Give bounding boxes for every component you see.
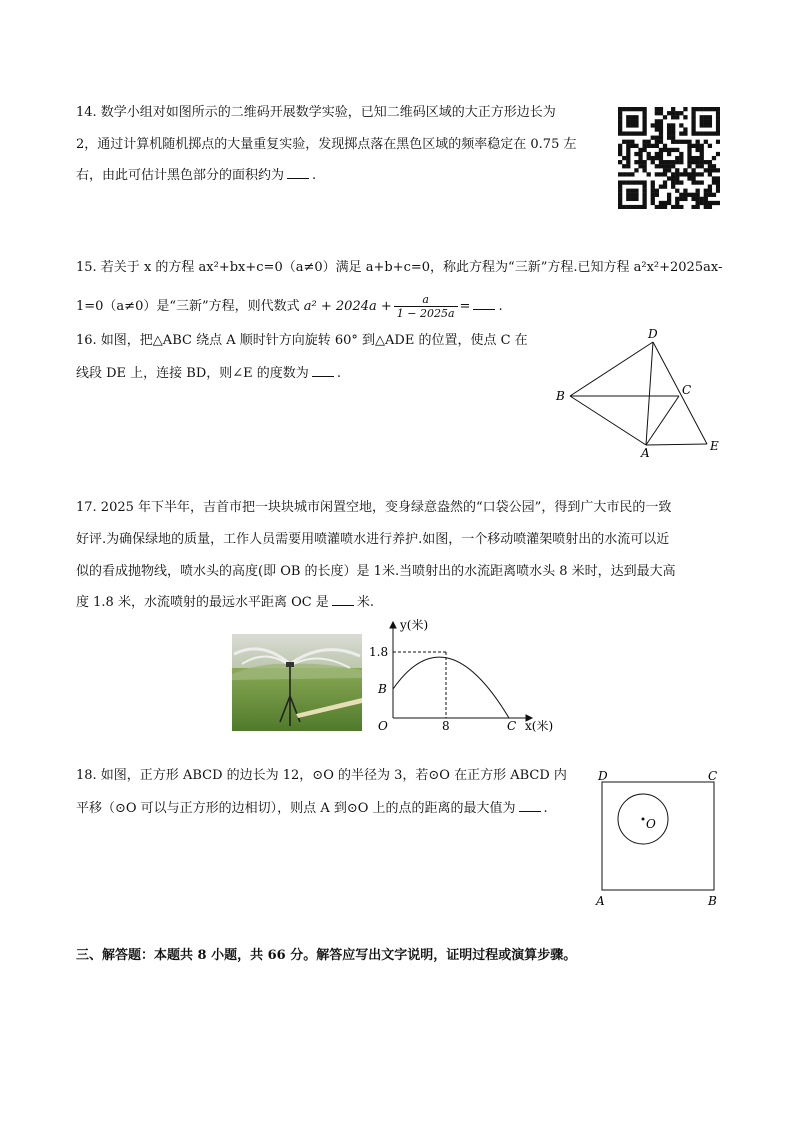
q16-line1: 16. 如图，把△ABC 绕点 A 顺时针方向旋转 60° 到△ADE 的位置，使点 C 在 xyxy=(76,333,528,348)
q15-expression: a² + 2024a + xyxy=(303,299,392,314)
seg-DA xyxy=(646,342,653,445)
point-C-label: C xyxy=(507,719,517,733)
seg-BD xyxy=(570,342,653,396)
seg-AE xyxy=(646,444,707,445)
point-B-label: B xyxy=(378,682,387,696)
answer-blank-14[interactable] xyxy=(287,166,309,179)
label-O: O xyxy=(646,817,656,831)
q17-line2: 好评.为确保绿地的质量，工作人员需要用喷灌喷水进行养护.如图，一个移动喷灌架喷射出的水流可以近 xyxy=(76,532,670,547)
x-peak-label: 8 xyxy=(442,719,450,733)
label-B: B xyxy=(708,894,717,908)
label-A: A xyxy=(641,446,650,458)
seg-BA xyxy=(570,396,646,445)
q16-line2: 线段 DE 上，连接 BD，则∠E 的度数为 . xyxy=(76,366,341,381)
sprinkler-photo xyxy=(232,634,362,731)
label-D: D xyxy=(598,769,608,783)
q14-line1: 14. 数学小组对如图所示的二维码开展数学实验，已知二维码区域的大正方形边长为 xyxy=(76,105,556,120)
q14-line3: 右，由此可估计黑色部分的面积约为 . xyxy=(76,168,317,183)
parabola-graph xyxy=(366,614,566,738)
q16-triangle-figure xyxy=(552,328,727,458)
q14-line3-text: 右，由此可估计黑色部分的面积约为 xyxy=(76,168,285,183)
q18-square-figure xyxy=(592,768,727,910)
center-O-dot xyxy=(642,818,645,821)
answer-blank-17[interactable] xyxy=(332,593,354,606)
x-axis-label: x(米) xyxy=(525,719,554,733)
seg-AC xyxy=(646,396,679,445)
square-ABCD xyxy=(602,782,714,890)
label-A: A xyxy=(596,894,605,908)
y-axis-arrow xyxy=(390,622,396,628)
qr-code-image xyxy=(618,107,720,209)
q18-line2: 平移（⊙O 可以与正方形的边相切），则点 A 到⊙O 上的点的距离的最大值为 . xyxy=(76,801,548,816)
answer-blank-15[interactable] xyxy=(473,297,495,310)
water-parabola xyxy=(393,657,509,718)
q17-line4: 度 1.8 米，水流喷射的最远水平距离 OC 是 米. xyxy=(76,595,374,610)
q15-fraction: $\frac{a}{1 - 2025a}$ xyxy=(394,293,458,320)
label-B: B xyxy=(556,389,565,403)
label-E: E xyxy=(710,439,719,453)
answer-blank-16[interactable] xyxy=(312,364,334,377)
label-C: C xyxy=(682,383,692,397)
q18-line1: 18. 如图，正方形 ABCD 的边长为 12，⊙O 的半径为 3，若⊙O 在正方形 ABCD 内 xyxy=(76,768,567,783)
label-D: D xyxy=(648,328,658,341)
origin-label: O xyxy=(378,719,388,733)
q17-line3: 似的看成抛物线，喷水头的高度(即 OB 的长度）是 1米.当喷射出的水流距离喷水头 8 米时，达到最大高 xyxy=(76,564,676,579)
y-max-label: 1.8 xyxy=(369,645,389,659)
q15-line1: 15. 若关于 x 的方程 ax²+bx+c=0（a≠0）满足 a+b+c=0，称此方程为“三新”方程.已知方程 a²x²+2025ax- xyxy=(76,260,723,275)
y-axis-label: y(米) xyxy=(400,618,429,632)
answer-blank-18[interactable] xyxy=(519,799,541,812)
label-C: C xyxy=(708,769,718,783)
q17-line1: 17. 2025 年下半年，吉首市把一块块城市闲置空地，变身绿意盎然的“口袋公园”，得到广大市民的一致 xyxy=(76,500,672,515)
q14-line2: 2，通过计算机随机掷点的大量重复实验，发现掷点落在黑色区域的频率稳定在 0.75 左 xyxy=(76,137,577,152)
q15-line2: 1=0（a≠0）是“三新”方程，则代数式 a² + 2024a + $\frac{a}{1 - 2025a}$ = . xyxy=(76,293,503,320)
section-3-heading: 三、解答题：本题共 8 小题，共 66 分。解答应写出文字说明，证明过程或演算步骤。 xyxy=(76,948,577,963)
seg-DE xyxy=(653,342,707,444)
